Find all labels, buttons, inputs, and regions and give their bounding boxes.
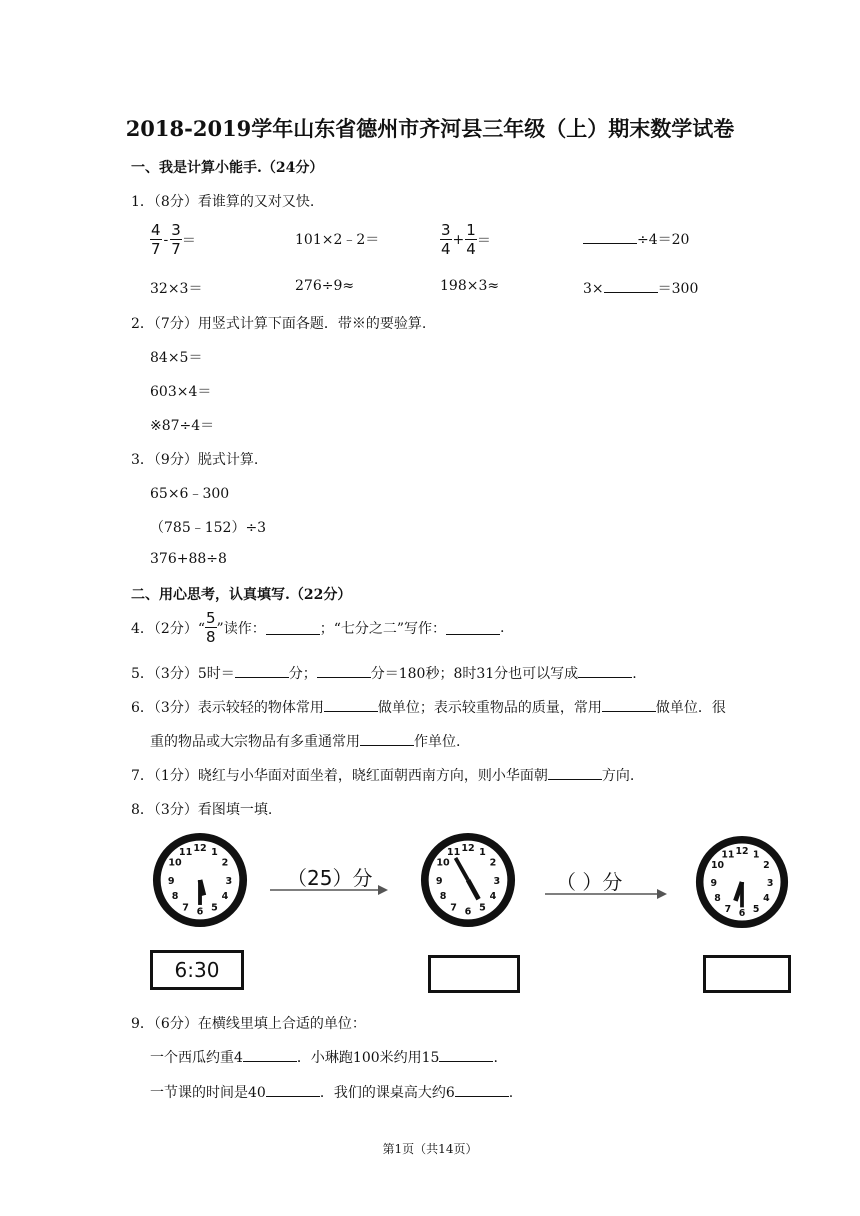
svg-text:2: 2 — [221, 857, 229, 869]
q2-label: 2．（7分）用竖式计算下面各题．带※的要验算. — [131, 316, 427, 332]
q6-line-1: 6．（3分）表示较轻的物体常用 做单位；表示较重物品的质量，常用 做单位．很 — [131, 700, 726, 716]
q1-expr-1: $\frac{4}{7}$ - $\frac{3}{7}$ ＝ — [151, 221, 196, 258]
clock-3-icon — [695, 835, 789, 929]
q3-item-3: 376+88÷8 — [150, 551, 227, 567]
answer-blank[interactable] — [439, 1049, 493, 1062]
svg-text:1: 1 — [479, 847, 486, 859]
svg-text:6: 6 — [738, 907, 746, 919]
fraction: $\frac{3}{7}$ — [171, 221, 181, 258]
svg-text:10: 10 — [711, 859, 725, 871]
q5: 5．（3分）5时＝ 分； 分＝180秒；8时31分也可以写成 . — [131, 666, 637, 682]
section-1-heading: 一、我是计算小能手.（24分） — [131, 160, 324, 176]
answer-blank[interactable] — [360, 733, 414, 746]
answer-blank[interactable] — [578, 665, 632, 678]
answer-blank[interactable] — [548, 767, 602, 780]
svg-text:7: 7 — [724, 904, 732, 916]
q3-item-2: （785﹣152）÷3 — [150, 520, 267, 536]
svg-text:1: 1 — [211, 847, 218, 859]
q2-item-1: 84×5＝ — [150, 350, 203, 366]
svg-text:7: 7 — [182, 902, 189, 914]
time-box-3[interactable] — [703, 955, 791, 993]
q4: 4．（2分）“ $\frac{5}{8}$ ”读作： ；“七分之二”写作： . — [131, 609, 505, 646]
svg-text:10: 10 — [436, 857, 450, 869]
q1-label: 1．（8分）看谁算的又对又快. — [131, 194, 315, 210]
q6-line-2: 重的物品或大宗物品有多重通常用 作单位. — [150, 734, 461, 750]
q1-expr-8: 3× ＝300 — [583, 281, 699, 297]
q2-item-2: 603×4＝ — [150, 384, 212, 400]
q2-item-3: ※87÷4＝ — [150, 418, 215, 434]
q9-line-2: 一节课的时间是40 ．我们的课桌高大约6 . — [150, 1085, 514, 1101]
answer-blank[interactable] — [602, 699, 656, 712]
q1-expr-5: 32×3＝ — [150, 281, 203, 297]
q7: 7．（1分）晓红与小华面对面坐着，晓红面朝西南方向，则小华面朝 方向. — [131, 768, 635, 784]
fraction: $\frac{5}{8}$ — [205, 609, 216, 646]
answer-blank[interactable] — [266, 1084, 320, 1097]
svg-text:9: 9 — [435, 875, 443, 887]
q1-expr-4: ÷4＝20 — [583, 229, 689, 249]
q9-line-1: 一个西瓜约重4 ．小琳跑100米约用15 . — [150, 1050, 498, 1066]
svg-text:5: 5 — [479, 902, 486, 914]
answer-blank[interactable] — [583, 231, 637, 244]
svg-text:11: 11 — [721, 849, 735, 861]
q8-label: 8．（3分）看图填一填. — [131, 802, 273, 818]
clock-1-icon — [152, 832, 248, 928]
fraction: $\frac{3}{4}$ — [441, 221, 451, 258]
fraction: $\frac{1}{4}$ — [466, 221, 476, 258]
answer-blank[interactable] — [317, 665, 371, 678]
arrow-2-icon — [545, 888, 667, 900]
time-box-1: 6:30 — [150, 950, 244, 990]
svg-text:3: 3 — [225, 875, 233, 887]
svg-text:3: 3 — [766, 877, 774, 889]
svg-text:10: 10 — [168, 857, 182, 869]
q1-expr-7: 198×3≈ — [440, 278, 500, 294]
q9-label: 9．（6分）在横线里填上合适的单位： — [131, 1016, 366, 1032]
q1-expr-3: $\frac{3}{4}$ + $\frac{1}{4}$ ＝ — [441, 221, 491, 258]
svg-text:6: 6 — [464, 906, 472, 918]
svg-text:12: 12 — [461, 843, 475, 855]
answer-blank[interactable] — [455, 1084, 509, 1097]
svg-text:8: 8 — [714, 892, 721, 904]
svg-text:12: 12 — [735, 845, 749, 857]
svg-text:4: 4 — [763, 892, 770, 904]
q3-label: 3．（9分）脱式计算. — [131, 452, 259, 468]
arrow-1-icon — [270, 884, 388, 896]
page-title: 2018-2019学年山东省德州市齐河县三年级（上）期末数学试卷 — [125, 116, 735, 141]
fraction: $\frac{4}{7}$ — [151, 221, 161, 258]
svg-text:4: 4 — [489, 891, 497, 903]
svg-text:5: 5 — [211, 902, 218, 914]
svg-text:2: 2 — [489, 857, 497, 869]
answer-blank[interactable] — [235, 665, 289, 678]
svg-text:2: 2 — [763, 859, 770, 871]
svg-text:9: 9 — [167, 875, 175, 887]
svg-text:11: 11 — [446, 847, 461, 859]
page-footer: 第1页（共14页） — [382, 1142, 478, 1156]
q3-item-1: 65×6﹣300 — [150, 486, 230, 502]
section-2-heading: 二、用心思考，认真填写.（22分） — [131, 587, 352, 603]
svg-text:11: 11 — [178, 847, 193, 859]
q1-expr-2: 101×2﹣2＝ — [295, 232, 380, 248]
answer-blank[interactable] — [243, 1049, 297, 1062]
q1-expr-6: 276÷9≈ — [295, 278, 355, 294]
arrow-2-label: （ ）分 — [556, 870, 623, 894]
svg-text:4: 4 — [221, 891, 229, 903]
svg-text:8: 8 — [439, 891, 447, 903]
svg-text:7: 7 — [450, 902, 457, 914]
svg-text:3: 3 — [493, 875, 501, 887]
svg-text:6: 6 — [196, 906, 204, 918]
svg-text:8: 8 — [171, 891, 179, 903]
svg-text:5: 5 — [752, 904, 760, 916]
clock-2-icon — [420, 832, 516, 928]
time-box-2[interactable] — [428, 955, 520, 993]
svg-text:9: 9 — [710, 877, 718, 889]
svg-text:1: 1 — [752, 849, 760, 861]
arrow-1-label: （25）分 — [287, 866, 373, 890]
svg-text:12: 12 — [193, 843, 207, 855]
answer-blank[interactable] — [604, 280, 658, 293]
answer-blank[interactable] — [324, 699, 378, 712]
answer-blank[interactable] — [266, 622, 320, 635]
answer-blank[interactable] — [446, 622, 500, 635]
